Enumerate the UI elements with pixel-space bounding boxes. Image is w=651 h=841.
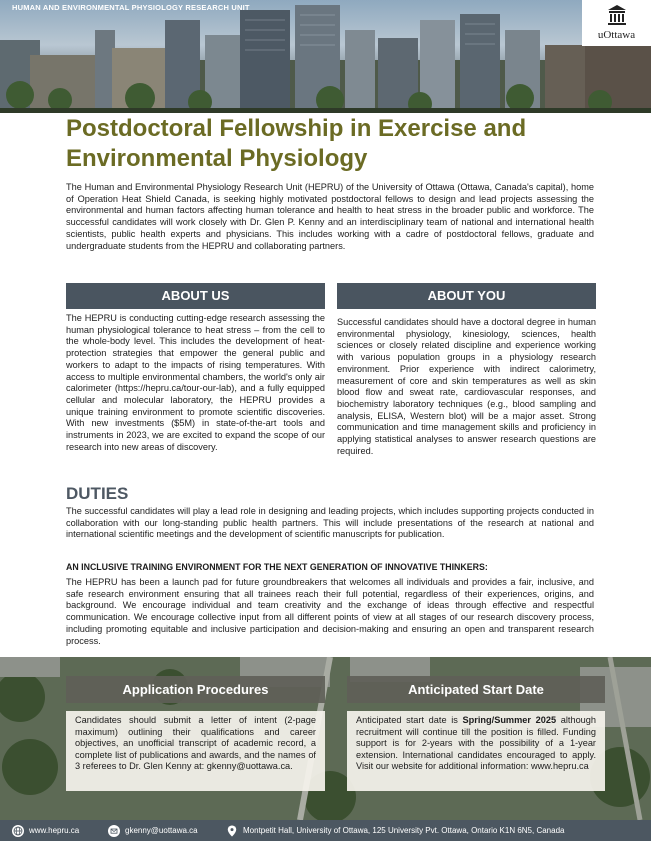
location-pin-icon (226, 825, 238, 837)
training-text: The HEPRU has been a launch pad for future groundbreakers that welcomes all individuals and provides a fair, inclusive, and safe research environment ensuring that all trainees reach their full potential, regardless of their experiences, origins, and background. We encourage individual and team creativity and the exchange of ideas through effective and respectful communication. We encourage collective input from all different points of view at all stages of our research discovery process, including promoting equitable and inclusive participation and decision-making and ensuring an open and transparent research process. (66, 577, 594, 646)
intro-paragraph: The Human and Environmental Physiology Research Unit (HEPRU) of the University of Ottawa (Ottawa, Canada's capital), home of Operation Heat Shield Canada, is seeking highly motivated postdoctoral fellows to design and lead projects assessing the environmental and human factors affecting human tolerance and health to heat stress in the broader public and workforce. The successful candidates will work closely with Dr. Glen P. Kenny and an interdisciplinary team of national and international health scientists, public health experts and physicians. This includes working with a cadre of postdoctoral fellows, graduate and undergraduate students from the HEPRU and collaborating partners. (66, 182, 594, 251)
email-icon (108, 825, 120, 837)
page-title (66, 114, 606, 174)
footer-email-text: gkenny@uottawa.ca (125, 826, 198, 835)
training-heading: AN INCLUSIVE TRAINING ENVIRONMENT FOR THE NEXT GENERATION OF INNOVATIVE THINKERS: (66, 562, 488, 572)
start-date-text-after: although recruitment will continue till the position is filled. Funding support is for 2-years with the possibility of a 1-year extension. International candidates encouraged to apply. Visit our website for additional information: www.hepru.ca (356, 715, 597, 772)
research-unit-label: HUMAN AND ENVIRONMENTAL PHYSIOLOGY RESEARCH UNIT (12, 3, 250, 12)
about-you-heading: ABOUT YOU (337, 283, 596, 309)
duties-text: The successful candidates will play a lead role in designing and leading projects, which includes supporting projects conducted in collaboration with our long-standing public health partners. This will include presentations of the research at national and international scientific meetings and the development of scientific manuscripts for publication. (66, 506, 594, 540)
globe-icon (12, 825, 24, 837)
footer-address-text: Montpetit Hall, University of Ottawa, 125 University Pvt. Ottawa, Ontario K1N 6N5, Canada (243, 826, 565, 835)
application-procedures-box (66, 711, 325, 791)
title-line-1: Postdoctoral Fellowship in Exercise and (66, 115, 527, 142)
about-us-heading: ABOUT US (66, 283, 325, 309)
application-procedures-text: Candidates should submit a letter of intent (2-page maximum) outlining their qualifications and career objectives, an unofficial transcript of academic record, a complete list of publications and awards, and the names of 3 referees to Dr. Glen Kenny at: gkenny@uottawa.ca. (75, 715, 316, 772)
about-you-text: Successful candidates should have a doctoral degree in human environmental physiology, kinesiology, sciences, health sciences or closely related discipline and experience working with various population groups in a physiology research environment. Prior experience with indirect calorimetry, measurement of core and skin temperatures as well as skin blood flow and sweat rate, cardiovascular responses, and biochemistry laboratory techniques (e.g., blood sampling and analysis, ELISA, Western blot) will be a major asset. Strong communication and time management skills and proficiency in applying statistical analyses to answer research questions are required. (337, 317, 596, 456)
uottawa-logo[interactable] (582, 0, 651, 46)
start-date-heading: Anticipated Start Date (347, 676, 605, 703)
university-building-icon (607, 4, 627, 26)
title-line-2: Environmental Physiology (66, 145, 368, 172)
duties-heading: DUTIES (66, 484, 129, 503)
header-cityscape-image (0, 0, 651, 113)
footer-website-text: www.hepru.ca (29, 826, 80, 835)
cityscape-illustration (0, 0, 651, 113)
start-date-box (347, 711, 605, 791)
footer-bar (0, 820, 651, 841)
application-procedures-heading: Application Procedures (66, 676, 325, 703)
start-date-text-before: Anticipated start date is (356, 715, 463, 725)
footer-website[interactable] (12, 820, 79, 841)
footer-address (226, 820, 564, 841)
about-us-text: The HEPRU is conducting cutting-edge research assessing the human physiological tolerance to heat stress – from the cell to the whole-body level. This includes the development of heat-protection strategies that empower the general public and workers to adapt to the impacts of rising temperatures. With access to multiple environmental chambers, the world's only air calorimeter (https://hepru.ca/tour-our-lab), and a fully equipped cellular and molecular laboratory, the HEPRU provides a unique training environment to promote scientific discoveries. With new investments ($5M) in state-of-the-art tools and instruments in 2023, we are excited to expand the scope of our research into new areas of discovery. (66, 313, 325, 452)
start-date-value: Spring/Summer 2025 (462, 715, 557, 725)
uottawa-wordmark: uOttawa (597, 29, 636, 41)
footer-email[interactable] (108, 820, 198, 841)
